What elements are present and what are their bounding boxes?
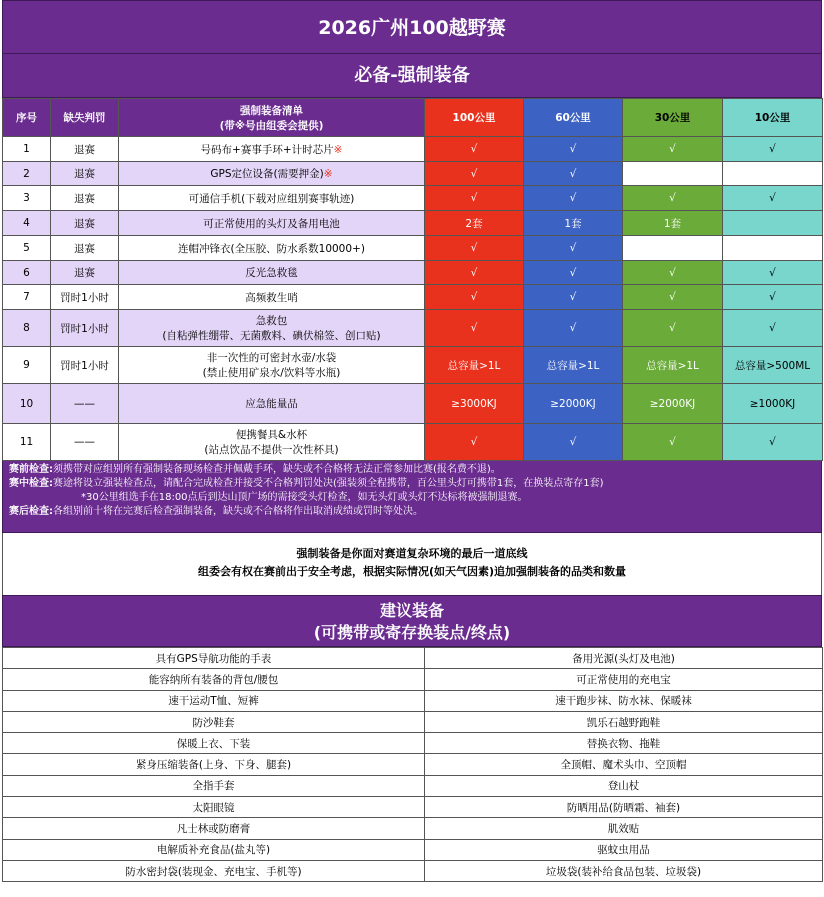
cell-penalty: 退赛 — [51, 162, 119, 186]
cell-right: 驱蚊虫用品 — [425, 839, 823, 860]
cell-seq: 8 — [3, 310, 51, 347]
cell-item — [119, 347, 425, 384]
cell-item — [119, 137, 425, 162]
table-row — [3, 347, 823, 384]
cell-right: 全顶帽、魔术头巾、空顶帽 — [425, 754, 823, 775]
key-statement-line1: 强制装备是你面对赛道复杂环境的最后一道底线 — [296, 547, 528, 560]
table-row — [3, 860, 823, 881]
cell-60km: 总容量>1L — [524, 347, 623, 384]
note-30km: *30公里组选手在18:00点后到达山顶广场的需接受头灯检查，如无头灯或头灯不达标将被强制退赛。 — [81, 492, 528, 503]
col-header-list-note: (带※号由组委会提供) — [219, 119, 324, 132]
col-header-list — [119, 99, 425, 137]
cell-30km: √ — [623, 186, 723, 211]
col-header-list-title: 强制装备清单 — [240, 104, 303, 117]
cell-60km: ≥2000KJ — [524, 384, 623, 424]
table-header-row — [3, 99, 823, 137]
cell-item: 应急能量品 — [119, 384, 425, 424]
cell-right: 肌效贴 — [425, 818, 823, 839]
cell-60km: √ — [524, 261, 623, 285]
note-mid-race — [9, 477, 815, 491]
item-text: 便携餐具&水杯 — [235, 429, 308, 441]
cell-100km: √ — [425, 261, 524, 285]
cell-10km — [723, 162, 823, 186]
note-text: 各组别前十将在完赛后检查强制装备，缺失或不合格将作出取消成绩或罚时等处决。 — [53, 506, 423, 517]
cell-100km: √ — [425, 236, 524, 261]
table-row — [3, 818, 823, 839]
table-row — [3, 797, 823, 818]
provided-mark: ※ — [323, 168, 333, 180]
cell-right: 登山杖 — [425, 775, 823, 796]
cell-penalty: 罚时1小时 — [51, 347, 119, 384]
cell-seq: 6 — [3, 261, 51, 285]
section-required-title: 必备-强制装备 — [2, 54, 822, 98]
cell-penalty: —— — [51, 384, 119, 424]
cell-100km: √ — [425, 137, 524, 162]
table-row — [3, 384, 823, 424]
cell-10km: ≥1000KJ — [723, 384, 823, 424]
item-text: GPS定位设备(需要押金) — [210, 168, 324, 180]
item-subtext: (禁止使用矿泉水/饮料等水瓶) — [202, 367, 341, 379]
col-header-seq: 序号 — [3, 99, 51, 137]
provided-mark: ※ — [333, 143, 343, 156]
cell-left: 电解质补充食品(盐丸等) — [3, 839, 425, 860]
table-row — [3, 261, 823, 285]
cell-10km — [723, 211, 823, 236]
cell-penalty: 退赛 — [51, 186, 119, 211]
cell-item — [119, 162, 425, 186]
cell-60km: √ — [524, 186, 623, 211]
cell-100km: √ — [425, 186, 524, 211]
cell-penalty: 罚时1小时 — [51, 285, 119, 310]
cell-seq: 3 — [3, 186, 51, 211]
cell-penalty: 退赛 — [51, 261, 119, 285]
note-label: 赛前检查: — [9, 464, 53, 475]
cell-right: 速干跑步袜、防水袜、保暖袜 — [425, 690, 823, 711]
col-header-60km: 60公里 — [524, 99, 623, 137]
cell-seq: 4 — [3, 211, 51, 236]
note-label: 赛中检查: — [9, 478, 53, 489]
cell-100km: 2套 — [425, 211, 524, 236]
table-row — [3, 137, 823, 162]
cell-100km: √ — [425, 162, 524, 186]
cell-10km: √ — [723, 137, 823, 162]
col-header-10km: 10公里 — [723, 99, 823, 137]
cell-30km: √ — [623, 137, 723, 162]
cell-left: 能容纳所有装备的背包/腰包 — [3, 669, 425, 690]
cell-penalty: 罚时1小时 — [51, 310, 119, 347]
cell-left: 具有GPS导航功能的手表 — [3, 648, 425, 669]
item-subtext: (站点饮品不提供一次性杯具) — [204, 444, 339, 456]
cell-left: 防沙鞋套 — [3, 711, 425, 732]
cell-seq: 10 — [3, 384, 51, 424]
suggested-subtitle: (可携带或寄存换装点/终点) — [313, 623, 511, 642]
cell-left: 防水密封袋(装现金、充电宝、手机等) — [3, 860, 425, 881]
cell-10km: √ — [723, 285, 823, 310]
note-pre-race — [9, 463, 815, 477]
cell-60km: 1套 — [524, 211, 623, 236]
cell-30km — [623, 236, 723, 261]
cell-right: 凯乐石越野跑鞋 — [425, 711, 823, 732]
table-row — [3, 775, 823, 796]
key-statement — [2, 533, 822, 595]
table-row — [3, 669, 823, 690]
item-text: 号码布+赛事手环+计时芯片 — [200, 143, 334, 156]
table-row — [3, 285, 823, 310]
suggested-title: 建议装备 — [379, 601, 444, 620]
table-row — [3, 690, 823, 711]
note-text: 须携带对应组别所有强制装备现场检查并佩戴手环，缺失或不合格将无法正常参加比赛(报名费不退)。 — [53, 464, 501, 475]
cell-left: 速干运动T恤、短裤 — [3, 690, 425, 711]
col-header-penalty: 缺失判罚 — [51, 99, 119, 137]
cell-30km: √ — [623, 310, 723, 347]
cell-left: 凡士林或防磨膏 — [3, 818, 425, 839]
cell-penalty: 退赛 — [51, 211, 119, 236]
note-text: 赛途将设立强装检查点，请配合完成检查并接受不合格判罚处决(强装须全程携带，百公里头灯可携带1套，在换装点寄存1套) — [53, 478, 604, 489]
item-subtext: (自粘弹性绷带、无菌敷料、碘伏棉签、创口贴) — [162, 330, 381, 342]
cell-left: 全指手套 — [3, 775, 425, 796]
cell-30km: √ — [623, 261, 723, 285]
section-suggested-title — [2, 595, 822, 647]
cell-100km: √ — [425, 424, 524, 461]
key-statement-line2: 组委会有权在赛前出于安全考虑，根据实际情况(如天气因素)追加强制装备的品类和数量 — [197, 565, 627, 578]
cell-item — [119, 310, 425, 347]
item-text: 急救包 — [255, 315, 288, 327]
inspection-notes — [2, 461, 822, 533]
required-gear-table — [2, 98, 823, 461]
note-label: 赛后检查: — [9, 506, 53, 517]
cell-100km: √ — [425, 310, 524, 347]
cell-seq: 1 — [3, 137, 51, 162]
note-post-race — [9, 505, 815, 519]
gear-sheet — [2, 0, 822, 882]
cell-10km: √ — [723, 261, 823, 285]
page-title: 2026广州100越野赛 — [2, 0, 822, 54]
cell-10km: √ — [723, 424, 823, 461]
table-row — [3, 211, 823, 236]
cell-right: 垃圾袋(装补给食品包装、垃圾袋) — [425, 860, 823, 881]
cell-seq: 11 — [3, 424, 51, 461]
table-row — [3, 733, 823, 754]
cell-60km: √ — [524, 137, 623, 162]
table-row — [3, 711, 823, 732]
suggested-gear-table — [2, 647, 823, 882]
cell-right: 备用光源(头灯及电池) — [425, 648, 823, 669]
col-header-30km: 30公里 — [623, 99, 723, 137]
table-row — [3, 236, 823, 261]
cell-item: 可通信手机(下载对应组别赛事轨迹) — [119, 186, 425, 211]
cell-30km: √ — [623, 424, 723, 461]
table-row — [3, 162, 823, 186]
table-row — [3, 839, 823, 860]
cell-60km: √ — [524, 310, 623, 347]
cell-right: 替换衣物、拖鞋 — [425, 733, 823, 754]
cell-item: 反光急救毯 — [119, 261, 425, 285]
item-text: 非一次性的可密封水壶/水袋 — [206, 352, 337, 364]
cell-10km — [723, 236, 823, 261]
cell-seq: 7 — [3, 285, 51, 310]
cell-penalty: 退赛 — [51, 236, 119, 261]
cell-left: 保暖上衣、下装 — [3, 733, 425, 754]
cell-seq: 2 — [3, 162, 51, 186]
cell-10km: √ — [723, 186, 823, 211]
cell-30km: ≥2000KJ — [623, 384, 723, 424]
cell-left: 紧身压缩装备(上身、下身、腿套) — [3, 754, 425, 775]
cell-30km: 总容量>1L — [623, 347, 723, 384]
cell-30km: √ — [623, 285, 723, 310]
cell-right: 可正常使用的充电宝 — [425, 669, 823, 690]
cell-100km: √ — [425, 285, 524, 310]
cell-60km: √ — [524, 236, 623, 261]
cell-penalty: 退赛 — [51, 137, 119, 162]
cell-60km: √ — [524, 162, 623, 186]
cell-10km: √ — [723, 310, 823, 347]
table-row — [3, 754, 823, 775]
cell-30km: 1套 — [623, 211, 723, 236]
table-row — [3, 310, 823, 347]
cell-100km: ≥3000KJ — [425, 384, 524, 424]
cell-item: 高频救生哨 — [119, 285, 425, 310]
cell-penalty: —— — [51, 424, 119, 461]
cell-seq: 9 — [3, 347, 51, 384]
cell-item — [119, 424, 425, 461]
cell-10km: 总容量>500ML — [723, 347, 823, 384]
cell-100km: 总容量>1L — [425, 347, 524, 384]
cell-item: 可正常使用的头灯及备用电池 — [119, 211, 425, 236]
cell-60km: √ — [524, 285, 623, 310]
table-row — [3, 648, 823, 669]
cell-left: 太阳眼镜 — [3, 797, 425, 818]
cell-right: 防晒用品(防晒霜、袖套) — [425, 797, 823, 818]
cell-30km — [623, 162, 723, 186]
cell-item: 连帽冲锋衣(全压胶、防水系数10000+) — [119, 236, 425, 261]
table-row — [3, 186, 823, 211]
table-row — [3, 424, 823, 461]
cell-seq: 5 — [3, 236, 51, 261]
cell-60km: √ — [524, 424, 623, 461]
col-header-100km: 100公里 — [425, 99, 524, 137]
